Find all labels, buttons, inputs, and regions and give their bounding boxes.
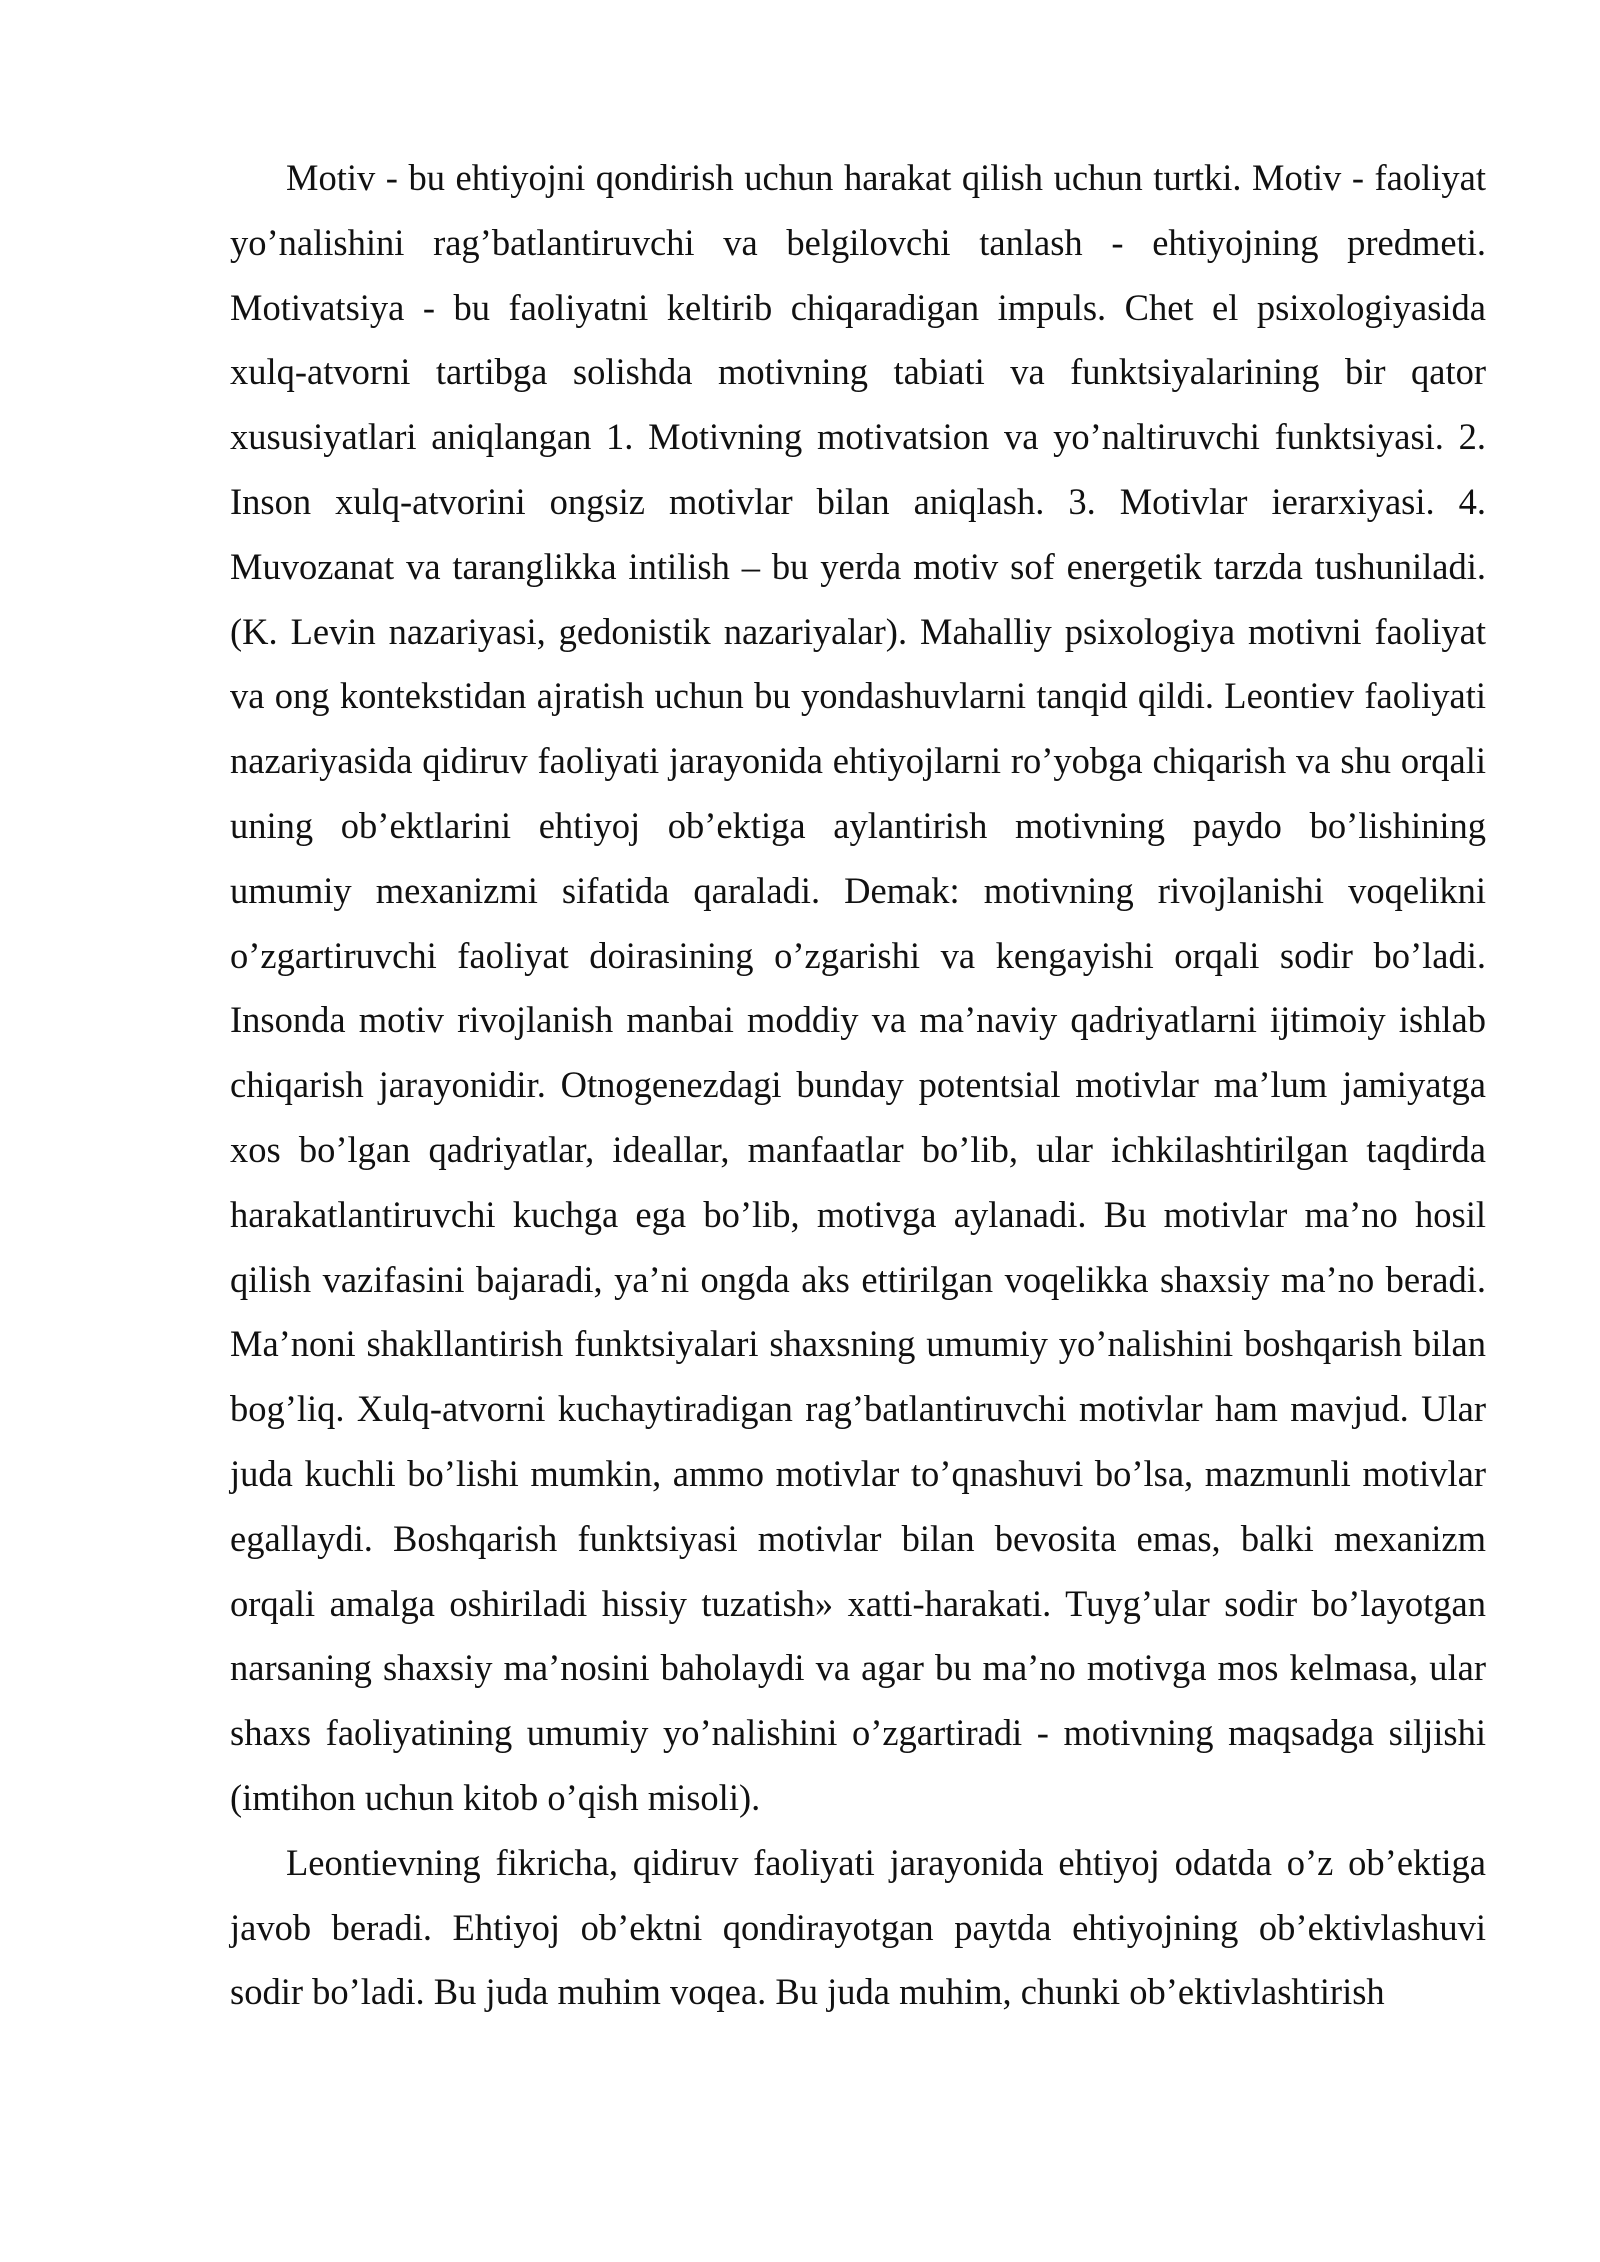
body-text [230,146,1486,2025]
paragraph-2: Leontievning fikricha, qidiruv faoliyati jarayonida ehtiyoj odatda o’z ob’ektiga javob beradi. Ehtiyoj ob’ektni qondirayotgan paytda ehtiyojning ob’ektivlashuvi sodir bo’ladi. Bu juda muhim voqea. Bu juda muhim, chunki ob’ektivlashtirish [230,1841,1486,2013]
paragraph-1: Motiv - bu ehtiyojni qondirish uchun harakat qilish uchun turtki. Motiv - faoliyat yo’nalishini rag’batlantiruvchi va belgilovchi tanlash - ehtiyojning predmeti. Motivatsiya - bu faoliyatni keltirib chiqaradigan impuls. Chet el psixologiyasida xulq-atvorni tartibga solishda motivning tabiati va funktsiyalarining bir qator xususiyatlari aniqlangan 1. Motivning motivatsion va yo’naltiruvchi funktsiyasi. 2. Inson xulq-atvorini ongsiz motivlar bilan aniqlash. 3. Motivlar ierarxiyasi. 4. Muvozanat va taranglikka intilish – bu yerda motiv sof energetik tarzda tushuniladi. (K. Levin nazariyasi, gedonistik nazariyalar). Mahalliy psixologiya motivni faoliyat va ong kontekstidan ajratish uchun bu yondashuvlarni tanqid qildi. Leontiev faoliyati nazariyasida qidiruv faoliyati jarayonida ehtiyojlarni ro’yobga chiqarish va shu orqali uning ob’ektlarini ehtiyoj ob’ektiga aylantirish motivning paydo bo’lishining umumiy mexanizmi sifatida qaraladi. Demak: motivning rivojlanishi voqelikni o’zgartiruvchi faoliyat doirasining o’zgarishi va kengayishi orqali sodir bo’ladi. Insonda motiv rivojlanish manbai moddiy va ma’naviy qadriyatlarni ijtimoiy ishlab chiqarish jarayonidir. Otnogenezdagi bunday potentsial motivlar ma’lum jamiyatga xos bo’lgan qadriyatlar, ideallar, manfaatlar bo’lib, ular ichkilashtirilgan taqdirda harakatlantiruvchi kuchga ega bo’lib, motivga aylanadi. Bu motivlar ma’no hosil qilish vazifasini bajaradi, ya’ni ongda aks ettirilgan voqelikka shaxsiy ma’no beradi. Ma’noni shakllantirish funktsiyalari shaxsning umumiy yo’nalishini boshqarish bilan bog’liq. Xulq-atvorni kuchaytiradigan rag’batlantiruvchi motivlar ham mavjud. Ular juda kuchli bo’lishi mumkin, ammo motivlar to’qnashuvi bo’lsa, mazmunli motivlar egallaydi. Boshqarish funktsiyasi motivlar bilan bevosita emas, balki mexanizm orqali amalga oshiriladi hissiy tuzatish» xatti-harakati. Tuyg’ular sodir bo’layotgan narsaning shaxsiy ma’nosini baholaydi va agar bu ma’no motivga mos kelmasa, ular shaxs faoliyatining umumiy yo’nalishini o’zgartiradi - motivning maqsadga siljishi (imtihon uchun kitob o’qish misoli). [230,157,1486,1818]
